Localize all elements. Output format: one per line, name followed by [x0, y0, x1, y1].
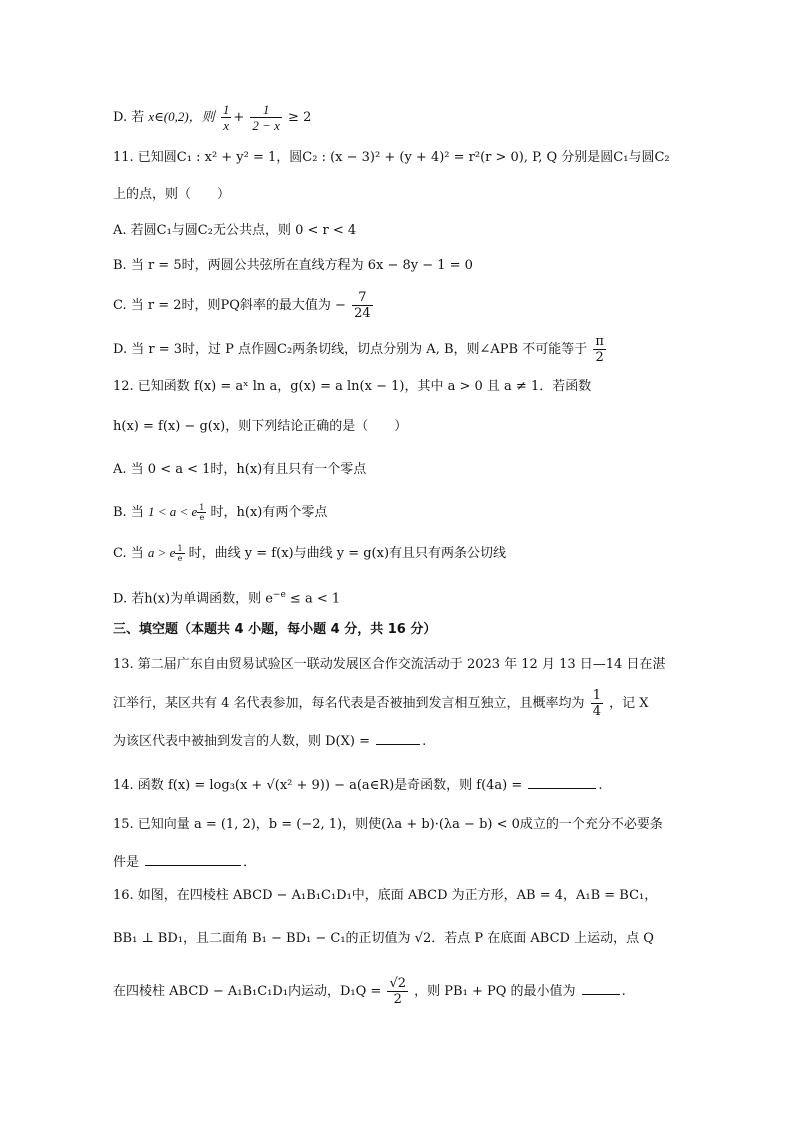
q13-line3-end: .	[422, 734, 427, 749]
q13-line2-pre: 江举行，某区共有 4 名代表参加，每名代表是否被抽到发言相互独立，且概率均为	[113, 696, 585, 711]
q16-line3-end: .	[621, 984, 626, 999]
q16-frac: $\frac{√2}{2}$	[389, 976, 407, 1007]
q15-line2-pre: 件是	[113, 855, 140, 870]
q10d-frac1: $\frac{1}{x}$	[222, 102, 230, 133]
q11-option-c	[113, 290, 375, 321]
q11d-frac: $\frac{\pi}{2}$	[595, 334, 604, 365]
q10-option-d: D. 若 x∈(0,2)，则 $\frac{1}{x}$ + $\frac{1}{2 - x}$ ≥ 2	[113, 102, 312, 133]
q10d-rest: ≥ 2	[288, 110, 312, 125]
q14	[113, 774, 603, 796]
q12c-math: a > e	[147, 545, 176, 560]
q16-line2: BB₁ ⊥ BD₁，且二面角 B₁ − BD₁ − C₁的正切值为 √2．若点 P 在底面 ABCD 上运动，点 Q	[113, 931, 654, 946]
q11-option-b: B. 当 r = 5时，两圆公共弦所在直线方程为 6x − 8y − 1 = 0	[113, 258, 473, 273]
section-3-heading: 三、填空题（本题共 4 小题，每小题 4 分，共 16 分）	[113, 622, 437, 637]
q12c-exp: $\frac{1}{e}$	[177, 544, 183, 563]
q12-stem-b: h(x) = f(x) − g(x)，则下列结论正确的是（ ）	[113, 419, 408, 434]
q16-line3	[113, 976, 626, 1007]
q12-stem-a: 12. 已知函数 f(x) = aˣ ln a，g(x) = a ln(x − 1)，其中 a > 0 且 a ≠ 1．若函数	[113, 379, 592, 394]
q12c-post: 时，曲线 y = f(x)与曲线 y = g(x)有且只有两条公切线	[188, 546, 507, 561]
q14-end: .	[598, 778, 603, 793]
q13-line3	[113, 730, 426, 752]
q15-line1: 15. 已知向量 a = (1, 2)，b = (−2, 1)，则使(λa + b)·(λa − b) < 0成立的一个充分不必要条	[113, 817, 663, 832]
q11-option-a: A. 若圆C₁与圆C₂无公共点，则 0 < r < 4	[113, 223, 357, 238]
q13-line2	[113, 688, 649, 719]
q15-answer-blank[interactable]	[145, 851, 241, 866]
q16-line1: 16. 如图，在四棱柱 ABCD − A₁B₁C₁D₁中，底面 ABCD 为正方形，AB = 4，A₁B = BC₁，	[113, 888, 658, 903]
q12b-post: 时，h(x)有两个零点	[210, 505, 328, 520]
q12d-pre: D. 若h(x)为单调函数，则 e	[113, 591, 273, 607]
q13-line1: 13. 第二届广东自由贸易试验区一联动发展区合作交流活动于 2023 年 12 月 13 日—14 日在湛	[113, 657, 666, 672]
q14-text: 14. 函数 f(x) = log₃(x + √(x² + 9)) − a(a∈R)是奇函数，则 f(4a) =	[113, 778, 523, 793]
q16-answer-blank[interactable]	[582, 980, 620, 995]
q12-option-b	[113, 502, 327, 523]
q16-line3-pre: 在四棱柱 ABCD − A₁B₁C₁D₁内运动，D₁Q =	[113, 984, 382, 999]
q12-option-a: A. 当 0 < a < 1时，h(x)有且只有一个零点	[113, 462, 367, 477]
q12c-pre: C. 当	[113, 546, 144, 561]
q11d-pre: D. 当 r = 3时，过 P 点作圆C₂两条切线，切点分别为 A, B，则∠APB 不可能等于	[113, 342, 588, 357]
q12b-exp: $\frac{1}{e}$	[199, 503, 205, 522]
q15-line2	[113, 851, 256, 873]
q14-answer-blank[interactable]	[528, 774, 596, 789]
q13-answer-blank[interactable]	[376, 730, 420, 745]
q12-option-c	[113, 543, 506, 564]
q10d-label: D. 若	[113, 110, 145, 125]
q12d-sup: −e	[272, 590, 286, 600]
q10d-frac2: $\frac{1}{2 - x}$	[252, 102, 280, 133]
q11c-frac: $\frac{7}{24}$	[354, 290, 371, 321]
q11-option-d	[113, 334, 608, 365]
q11-stem-a: 11. 已知圆C₁ : x² + y² = 1，圆C₂ : (x − 3)² + (y + 4)² = r²(r > 0), P, Q 分别是圆C₁与圆C₂	[113, 150, 670, 165]
q13-line3-text: 为该区代表中被抽到发言的人数，则 D(X) =	[113, 734, 370, 749]
q11-stem-b: 上的点，则（ ）	[113, 187, 231, 202]
q12d-post: ≤ a < 1	[285, 591, 341, 607]
q11c-pre: C. 当 r = 2时，则PQ斜率的最大值为 −	[113, 298, 346, 313]
q12-option-d	[113, 585, 340, 609]
q10d-cond: x∈(0,2)，则	[148, 109, 215, 124]
q12b-pre: B. 当	[113, 505, 144, 520]
q15-line2-end: ．	[243, 855, 257, 870]
q13-line2-post: ，记 X	[609, 696, 649, 711]
q13-frac: $\frac{1}{4}$	[592, 688, 601, 719]
q16-line3-post: ，则 PB₁ + PQ 的最小值为	[414, 984, 576, 999]
q12b-math: 1 < a < e	[147, 504, 198, 519]
